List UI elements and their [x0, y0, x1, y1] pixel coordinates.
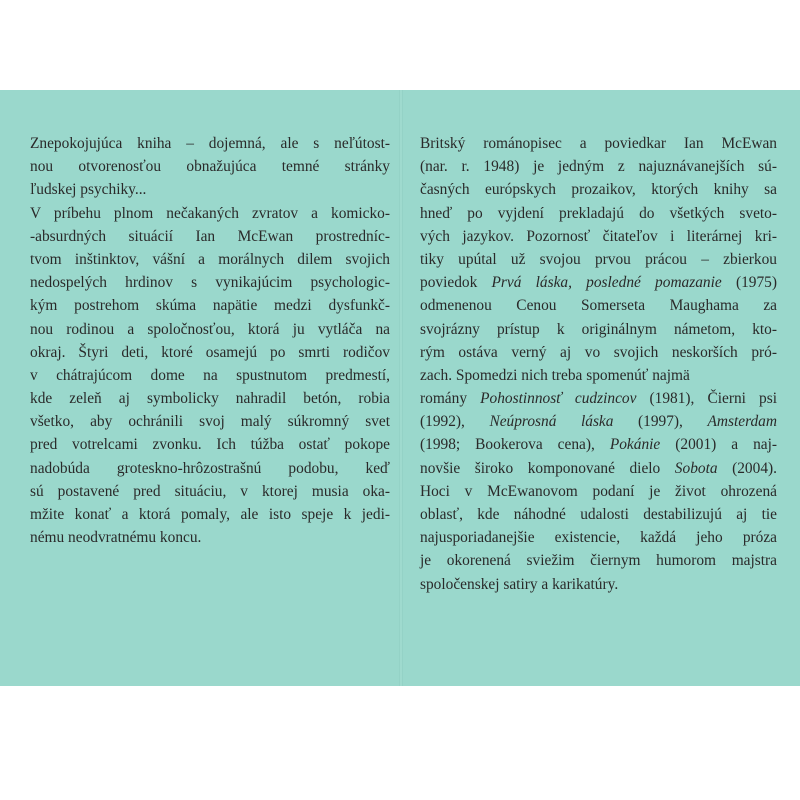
text-line: -absurdných situácií Ian McEwan prostredníc-: [30, 227, 390, 245]
italic-title: Prvá láska, posledné pomazanie: [491, 274, 722, 292]
text-segment: (1975): [721, 274, 777, 292]
text-segment: (2004).: [717, 459, 777, 477]
text-line: [420, 387, 777, 410]
italic-title: Amsterdam: [707, 413, 777, 431]
right-page-author-bio: [420, 132, 777, 596]
text-line: je okorenená sviežim čiernym humorom majstra: [420, 552, 777, 570]
text-line: nadobúda groteskno-hrôzostrašnú podobu, keď: [30, 459, 390, 477]
text-line: mžite konať a ktorá pomaly, ale isto speje k jedi-: [30, 506, 390, 523]
text-line: rým ostáva verný aj vo svojich neskorších pró-: [420, 343, 777, 361]
text-line: [420, 433, 777, 456]
italic-title: Sobota: [674, 459, 718, 477]
text-segment: (1998; Bookerova cena),: [420, 436, 610, 454]
text-line: [420, 271, 777, 294]
text-line: hneď po vyjdení prekladajú do všetkých sveto-: [420, 204, 777, 222]
text-line: pred votrelcami zvonku. Ich túžba ostať pokope: [30, 436, 390, 454]
text-line: nedospelých hrdinov s vynikajúcim psychologic-: [30, 274, 390, 292]
text-line: Znepokojujúca kniha – dojemná, ale s neľútost-: [30, 135, 390, 152]
text-line: nou otvorenosťou obnažujúca temné stránky: [30, 158, 390, 176]
text-line: najusporiadanejšie existencie, každá jeho próza: [420, 529, 777, 547]
text-segment: (1992),: [420, 413, 490, 431]
text-line: sú postavené pred situáciu, v ktorej musia oka-: [30, 482, 390, 500]
text-segment: poviedok: [420, 274, 492, 292]
text-segment: (1997),: [613, 413, 708, 431]
text-line: oblasť, kde náhodné udalosti destabilizujú aj tie: [420, 506, 777, 523]
text-line: spoločenskej satiry a karikatúry.: [420, 575, 619, 593]
text-line: časných európskych prozaikov, ktorých knihy sa: [420, 181, 777, 199]
text-line: kde zeleň aj symbolicky nahradil betón, robia: [30, 390, 390, 408]
text-line: tvom inštinktov, vášní a morálnych dilem svojich: [30, 250, 390, 268]
page-fold: [399, 90, 403, 686]
text-line: V príbehu plnom nečakaných zvratov a komicko-: [30, 204, 390, 222]
text-line: [420, 457, 777, 480]
text-line: zach. Spomedzi nich treba spomenúť najmä: [420, 366, 690, 384]
text-segment: romány: [420, 390, 481, 408]
text-line: nou rodinou a spoločnosťou, ktorá ju vytláča na: [30, 320, 390, 338]
text-line: kým postrehom skúma napätie medzi dysfunkč-: [30, 297, 390, 315]
text-line: nému neodvratnému koncu.: [30, 529, 202, 547]
text-segment: (1981), Čierni psi: [636, 390, 777, 408]
text-line: (nar. r. 1948) je jedným z najuznávanejších sú-: [420, 158, 777, 176]
text-line: svojrázny prístup k originálnym námetom, kto-: [420, 320, 777, 338]
text-line: všetko, aby ochránili svoj malý súkromný svet: [30, 413, 390, 431]
left-page-blurb: [30, 132, 390, 549]
text-line: vých jazykov. Pozornosť čitateľov i literárnej kri-: [420, 227, 777, 245]
text-segment: (2001) a naj-: [660, 436, 777, 454]
italic-title: Neúprosná láska: [489, 413, 614, 431]
text-segment: novšie široko komponované dielo: [420, 459, 675, 477]
italic-title: Pohostinnosť cudzincov: [480, 390, 637, 408]
text-line: [420, 410, 777, 433]
text-line: v chátrajúcom dome na spustnutom predmestí,: [30, 366, 390, 384]
text-line: Britský románopisec a poviedkar Ian McEwan: [420, 135, 777, 152]
text-line: okraj. Štyri deti, ktoré osamejú po smrti rodičov: [30, 343, 390, 361]
text-line: tiky upútal už svojou prvou prácou – zbierkou: [420, 250, 777, 268]
text-line: Hoci v McEwanovom podaní je život ohrozená: [420, 482, 777, 500]
book-flap-spread: [0, 90, 800, 686]
text-line: odmenenou Cenou Somerseta Maughama za: [420, 297, 777, 315]
italic-title: Pokánie: [609, 436, 661, 454]
text-line: ľudskej psychiky...: [30, 181, 147, 199]
